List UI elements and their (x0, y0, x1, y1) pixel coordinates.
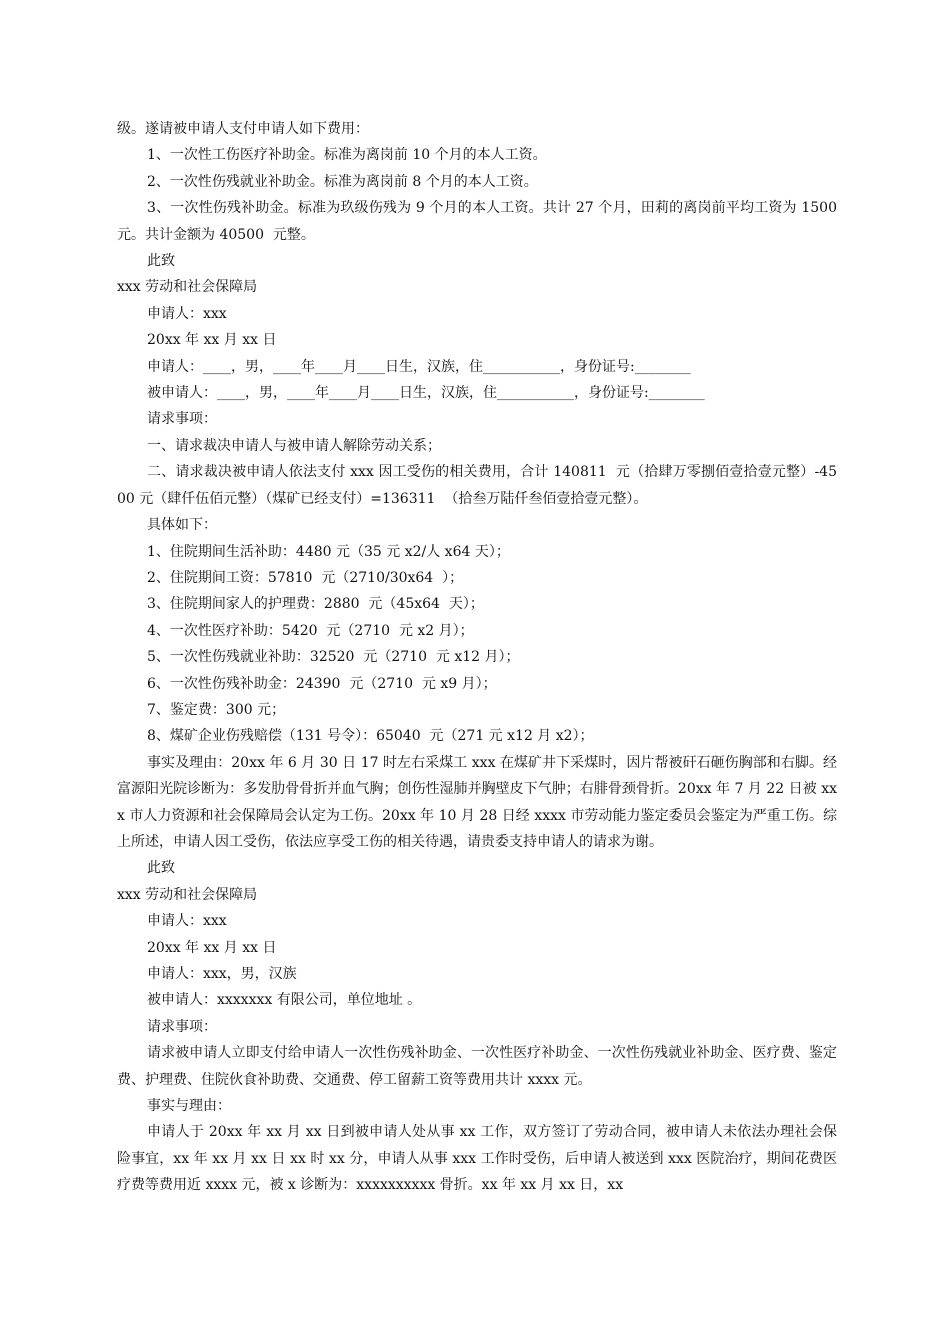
paragraph: 二、请求裁决被申请人依法支付 xxx 因工受伤的相关费用，合计 140811 元（拾肆万零捌佰壹拾壹元整）-4500 元（肆仟伍佰元整）（煤矿已经支付）=136311 （拾叁万陆仟叁佰壹拾壹元整）。 (117, 464, 837, 507)
paragraph: 2、住院期间工资：57810 元（2710/30x64 ）； (147, 569, 464, 586)
paragraph: 4、一次性医疗补助：5420 元（2710 元 x2 月）； (147, 622, 474, 639)
paragraph: xxx 劳动和社会保障局 (117, 279, 258, 296)
paragraph: 5、一次性伤残就业补助：32520 元（2710 元 x12 月）； (147, 649, 520, 666)
paragraph: 申请人：xxx (147, 913, 227, 930)
paragraph: 3、一次性伤残补助金。标准为玖级伤残为 9 个月的本人工资。共计 27 个月，田莉的离岗前平均工资为 1500 元。共计金额为 40500 元整。 (117, 200, 846, 243)
paragraph: 此致 (147, 253, 175, 270)
paragraph: 2、一次性伤残就业补助金。标准为离岗前 8 个月的本人工资。 (147, 173, 538, 190)
paragraph: 申请人：xxx (147, 305, 227, 322)
paragraph: 事实与理由： (147, 1098, 231, 1115)
paragraph: 此致 (147, 860, 175, 877)
paragraph: 8、煤矿企业伤残赔偿（131 号令）：65040 元（271 元 x12 月 x2）； (147, 728, 594, 745)
paragraph: 申请人于 20xx 年 xx 月 xx 日到被申请人处从事 xx 工作，双方签订了劳动合同，被申请人未依法办理社会保险事宜，xx 年 xx 月 xx 日 xx 时 xx 分，申请人从事 xxx 工作时受伤，后申请人被送到 xxx 医院治疗，期间花费医疗费等费用近 xxxx 元，被 x 诊断为：xxxxxxxxxx 骨折。xx 年 xx 月 xx 日，xx (117, 1124, 837, 1194)
paragraph: 3、住院期间家人的护理费：2880 元（45x64 天）； (147, 596, 484, 613)
paragraph: 一、请求裁决申请人与被申请人解除劳动关系； (147, 437, 441, 454)
paragraph: 请求事项： (147, 1018, 217, 1035)
paragraph: 被申请人：xxxxxxx 有限公司，单位地址 。 (147, 992, 422, 1009)
paragraph: 申请人：____，男，____年____月____日生，汉族，住___________，身份证号:________ (147, 358, 691, 375)
paragraph: 请求被申请人立即支付给申请人一次性伤残补助金、一次性医疗补助金、一次性伤残就业补助金、医疗费、鉴定费、护理费、住院伙食补助费、交通费、停工留薪工资等费用共计 xxxx 元。 (117, 1045, 837, 1088)
paragraph: 6、一次性伤残补助金：24390 元（2710 元 x9 月）； (147, 675, 497, 692)
document-page (117, 116, 846, 1199)
paragraph: 20xx 年 xx 月 xx 日 (147, 332, 277, 349)
paragraph: 申请人：xxx，男，汉族 (147, 966, 297, 982)
paragraph: 1、一次性工伤医疗补助金。标准为离岗前 10 个月的本人工资。 (147, 147, 547, 164)
paragraph: 7、鉴定费：300 元； (147, 701, 286, 718)
paragraph: 被申请人：____，男，____年____月____日生，汉族，住___________，身份证号:________ (147, 385, 705, 402)
paragraph: 具体如下： (147, 517, 217, 534)
paragraph: xxx 劳动和社会保障局 (117, 886, 258, 903)
document-body (117, 116, 846, 1199)
paragraph: 请求事项： (147, 411, 217, 428)
paragraph: 事实及理由：20xx 年 6 月 30 日 17 时左右采煤工 xxx 在煤矿井下采煤时，因片帮被矸石砸伤胸部和右脚。经富源阳光院诊断为：多发肋骨骨折并血气胸；创伤性湿肺并胸壁皮下气肿；右腓骨颈骨折。20xx 年 7 月 22 日被 xxx 市人力资源和社会保障局会认定为工伤。20xx 年 10 月 28 日经 xxxx 市劳动能力鉴定委员会鉴定为严重工伤。综上所述，申请人因工受伤，依法应享受工伤的相关待遇，请贵委支持申请人的请求为谢。 (117, 754, 837, 850)
paragraph: 级。遂请被申请人支付申请人如下费用： (117, 121, 369, 137)
paragraph: 20xx 年 xx 月 xx 日 (147, 939, 277, 956)
paragraph: 1、住院期间生活补助：4480 元（35 元 x2/人 x64 天）； (147, 543, 510, 560)
